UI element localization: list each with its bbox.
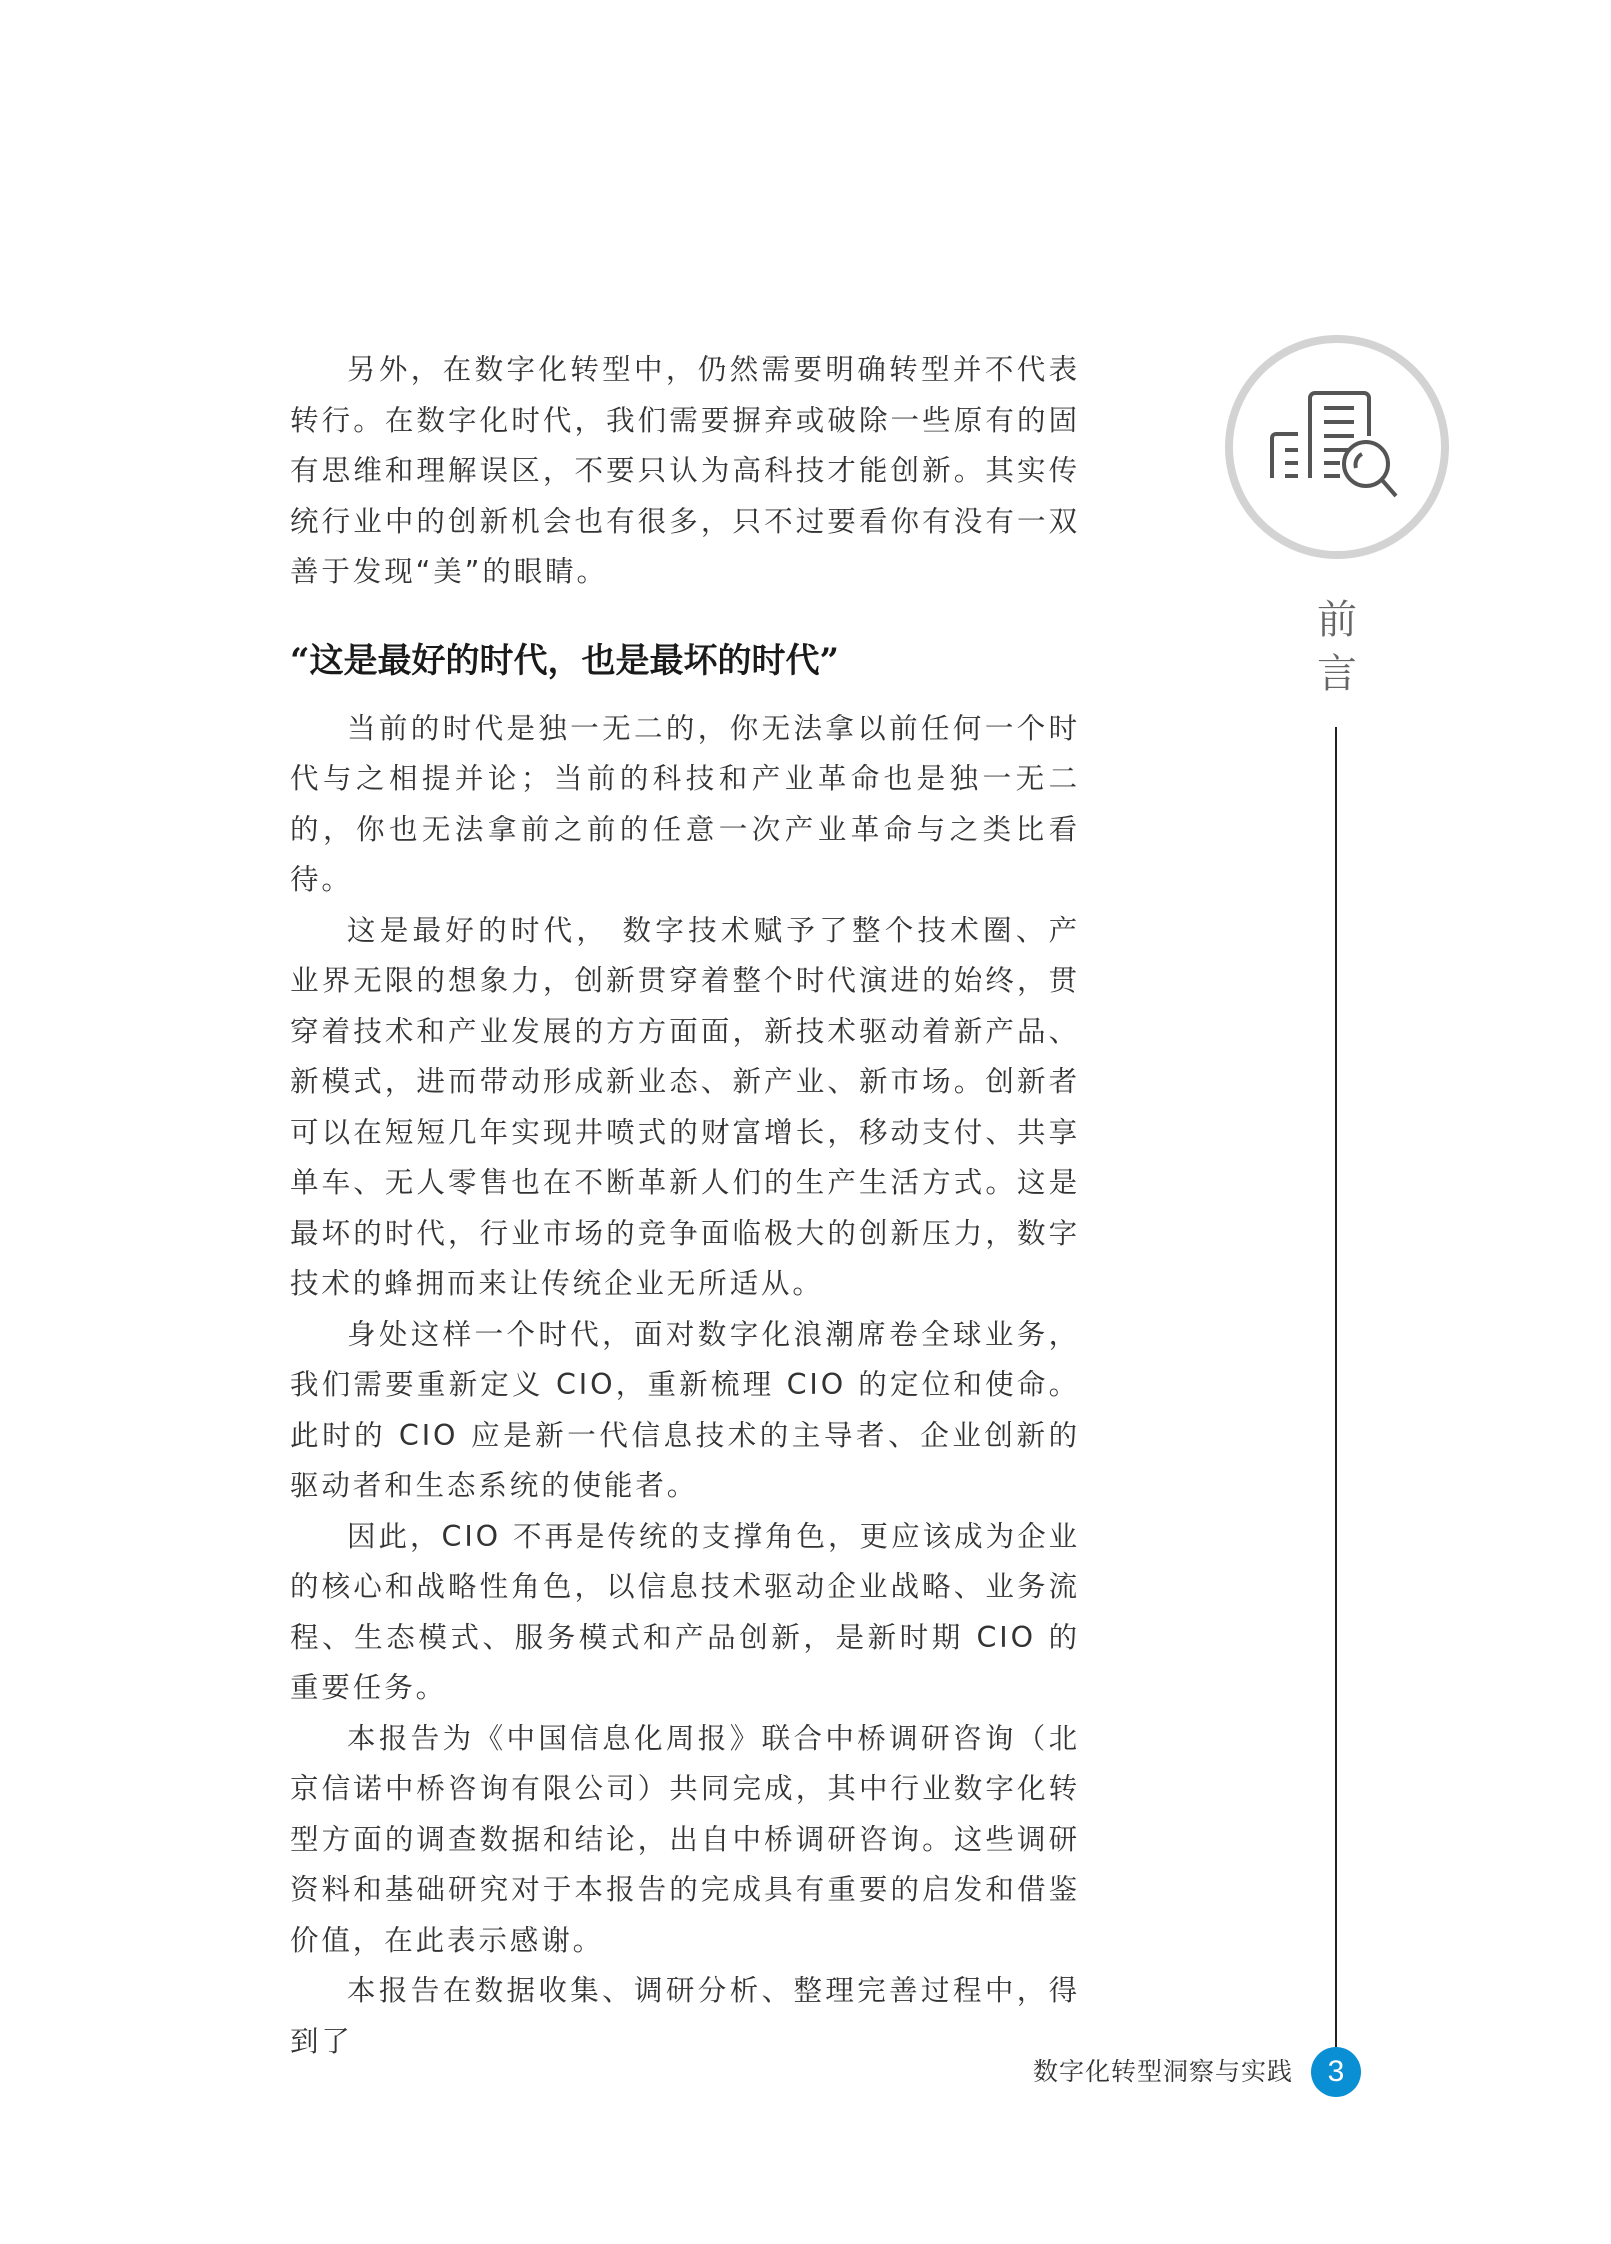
document-buildings-magnifier-icon xyxy=(1268,388,1408,508)
body-paragraph: 身处这样一个时代，面对数字化浪潮席卷全球业务，我们需要重新定义 CIO，重新梳理 CIO 的定位和使命。此时的 CIO 应是新一代信息技术的主导者、企业创新的驱动者和生态系统的使能者。 xyxy=(290,1317,1080,1502)
body-paragraph: 本报告为《中国信息化周报》联合中桥调研咨询（北京信诺中桥咨询有限公司）共同完成，其中行业数字化转型方面的调查数据和结论，出自中桥调研咨询。这些调研资料和基础研究对于本报告的完成具有重要的启发和借鉴价值，在此表示感谢。 xyxy=(290,1721,1080,1957)
body-paragraph: 这是最好的时代， 数字技术赋予了整个技术圈、产业界无限的想象力，创新贯穿着整个时代演进的始终，贯穿着技术和产业发展的方方面面，新技术驱动着新产品、新模式，进而带动形成新业态、新产业、新市场。创新者可以在短短几年实现井喷式的财富增长，移动支付、共享单车、无人零售也在不断革新人们的生产生活方式。这是最坏的时代，行业市场的竞争面临极大的创新压力，数字技术的蜂拥而来让传统企业无所适从。 xyxy=(290,913,1080,1300)
body-paragraph: 当前的时代是独一无二的，你无法拿以前任何一个时代与之相提并论；当前的科技和产业革命也是独一无二的，你也无法拿前之前的任意一次产业革命与之类比看待。 xyxy=(290,711,1080,896)
body-paragraph: 因此，CIO 不再是传统的支撑角色，更应该成为企业的核心和战略性角色，以信息技术驱动企业战略、业务流程、生态模式、服务模式和产品创新，是新时期 CIO 的重要任务。 xyxy=(290,1519,1080,1704)
section-label: 前言 xyxy=(1317,597,1357,697)
footer-book-title: 数字化转型洞察与实践 xyxy=(1032,2057,1293,2086)
section-heading: “这是最好的时代，也是最坏的时代” xyxy=(290,640,840,681)
side-divider-line xyxy=(1335,727,1337,2047)
page-number-badge: 3 xyxy=(1311,2047,1361,2097)
intro-paragraph: 另外，在数字化转型中，仍然需要明确转型并不代表转行。在数字化时代，我们需要摒弃或破除一些原有的固有思维和理解误区，不要只认为高科技才能创新。其实传统行业中的创新机会也有很多，只不过要看你有没有一双善于发现“美”的眼睛。 xyxy=(290,353,1080,588)
body-paragraph: 本报告在数据收集、调研分析、整理完善过程中，得到了 xyxy=(290,1974,1080,2058)
body-column xyxy=(290,345,1080,2067)
